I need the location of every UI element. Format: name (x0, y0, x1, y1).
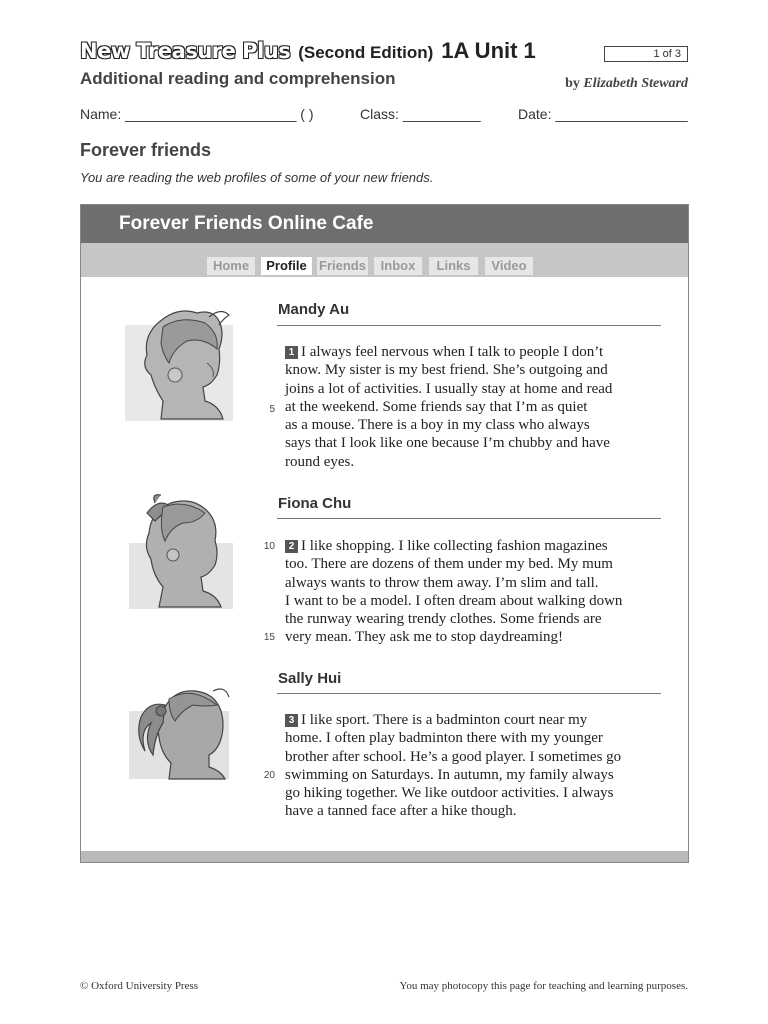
tab-inbox[interactable]: Inbox (374, 257, 422, 275)
tab-video[interactable]: Video (485, 257, 533, 275)
profile-divider (277, 693, 661, 694)
profile-name-fiona: Fiona Chu (278, 495, 352, 512)
profile-text-sally (285, 711, 655, 821)
paragraph-number-badge: 3 (285, 714, 298, 727)
text-line: 1 I always feel nervous when I talk to people I don’t (285, 343, 655, 361)
instructions: You are reading the web profiles of some of your new friends. (80, 170, 434, 185)
worksheet-header (80, 38, 688, 98)
text-line: swimming on Saturdays. In autumn, my family always (285, 766, 614, 783)
profile-divider (277, 518, 661, 519)
mandy-avatar-image (123, 297, 238, 423)
profile-name-sally: Sally Hui (278, 670, 342, 687)
profile-text-mandy (285, 343, 655, 471)
text-line: always wants to throw them away. I’m slim and tall. (285, 574, 599, 591)
text-line: 2 I like shopping. I like collecting fashion magazines (285, 537, 655, 555)
author-name: Elizabeth Steward (583, 76, 688, 91)
text-line: brother after school. He’s a good player. I sometimes go (285, 748, 622, 765)
profile-divider (277, 325, 661, 326)
line-number: 20 (263, 770, 275, 781)
cafe-header (81, 205, 688, 243)
text-line: says that I look like one because I’m chubby and have (285, 435, 610, 452)
text-line: go hiking together. We like outdoor activities. I always (285, 785, 614, 802)
edition-label: (Second Edition) (298, 43, 434, 62)
copyright-notice: © Oxford University Press (80, 980, 199, 992)
text-line: very mean. They ask me to stop daydreaming! (285, 629, 563, 646)
worksheet-subtitle: Additional reading and comprehension (80, 69, 396, 88)
unit-label: 1A Unit 1 (441, 38, 536, 63)
paragraph-number-badge: 1 (285, 346, 298, 359)
tab-profile[interactable]: Profile (261, 257, 312, 275)
text-line: I want to be a model. I often dream about walking down (285, 592, 623, 609)
line-number: 15 (263, 632, 275, 643)
profile-text-fiona (285, 537, 655, 647)
text-line: know. My sister is my best friend. She’s outgoing and (285, 362, 608, 379)
text-line: too. There are dozens of them under my bed. My mum (285, 556, 613, 573)
text-line: the runway wearing trendy clothes. Some friends are (285, 611, 602, 628)
text-line: home. I often play badminton there with my younger (285, 730, 603, 747)
text-line: round eyes. (285, 453, 355, 470)
fiona-avatar-image (125, 491, 237, 611)
paragraph-number-badge: 2 (285, 540, 298, 553)
cafe-web-frame (80, 204, 689, 863)
profile-name-mandy: Mandy Au (278, 301, 350, 318)
class-field[interactable]: Class: __________ (360, 106, 481, 122)
text-line: at the weekend. Some friends say that I’m as quiet (285, 398, 588, 415)
text-line: have a tanned face after a hike though. (285, 803, 517, 820)
section-title: Forever friends (80, 140, 212, 160)
cafe-nav (81, 243, 688, 277)
sally-avatar-image (125, 671, 237, 783)
tab-friends[interactable]: Friends (317, 257, 368, 275)
line-number: 5 (269, 404, 275, 415)
text-line: as a mouse. There is a boy in my class who always (285, 417, 590, 434)
line-number: 10 (263, 541, 275, 552)
cafe-title: Forever Friends Online Cafe (119, 213, 374, 234)
page-indicator: 1 of 3 (604, 46, 688, 62)
cafe-footer-bar (81, 851, 688, 862)
photocopy-notice: You may photocopy this page for teaching and learning purposes. (399, 980, 688, 992)
name-field[interactable]: Name: ______________________ ( ) (80, 106, 314, 122)
author-prefix: by (565, 76, 580, 91)
text-line: 3 I like sport. There is a badminton court near my (285, 711, 655, 729)
tab-links[interactable]: Links (429, 257, 478, 275)
brand-row (80, 38, 536, 66)
date-field[interactable]: Date: _________________ (518, 106, 688, 122)
tab-home[interactable]: Home (207, 257, 255, 275)
brand-logo: New Treasure Plus (80, 39, 291, 63)
author-credit (565, 76, 688, 92)
text-line: joins a lot of activities. I usually stay at home and read (285, 380, 613, 397)
student-info-row (80, 106, 688, 124)
